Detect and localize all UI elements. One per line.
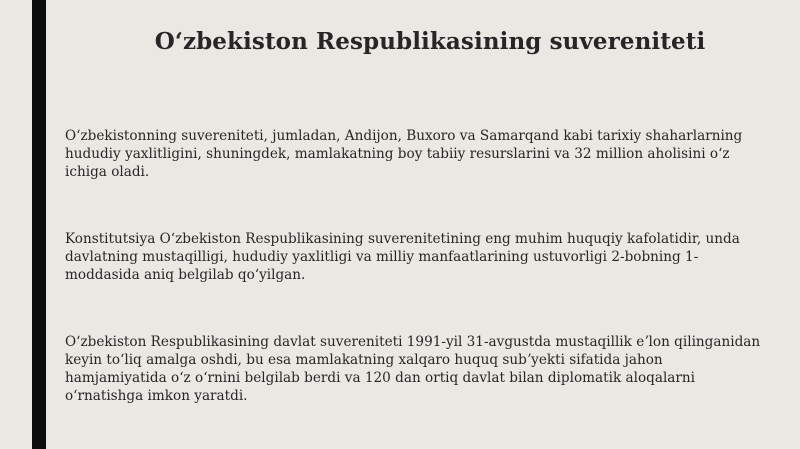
paragraph-independence: Oʻzbekiston Respublikasining davlat suvereniteti 1991-yil 31-avgustda mustaqillik eʼlon qilinganidan keyin toʻliq amalga oshdi, bu esa mamlakatning xalqaro huquq subʼyekti sifatida jahon hamjamiyatida oʻz oʻrnini belgilab berdi va 120 dan ortiq davlat bilan diplomatik aloqalarni oʻrnatishga imkon yaratdi. [65,334,761,404]
paragraph-territory: Oʻzbekistonning suvereniteti, jumladan, Andijon, Buxoro va Samarqand kabi tarixiy shaharlarning hududiy yaxlitligini, shuningdek, mamlakatning boy tabiiy resurslarini va 32 million aholisini oʻz ichiga oladi. [65,128,743,180]
slide-accent-bar [32,0,46,449]
paragraph-constitution: Konstitutsiya Oʻzbekiston Respublikasining suverenitetining eng muhim huquqiy kafolatidir, unda davlatning mustaqilligi, hududiy yaxlitligi va milliy manfaatlarining ustuvorligi 2-bobning 1-moddasida aniq belgilab qoʻyilgan. [65,231,740,283]
slide-title: Oʻzbekiston Respublikasining suvereniteti [154,28,706,55]
